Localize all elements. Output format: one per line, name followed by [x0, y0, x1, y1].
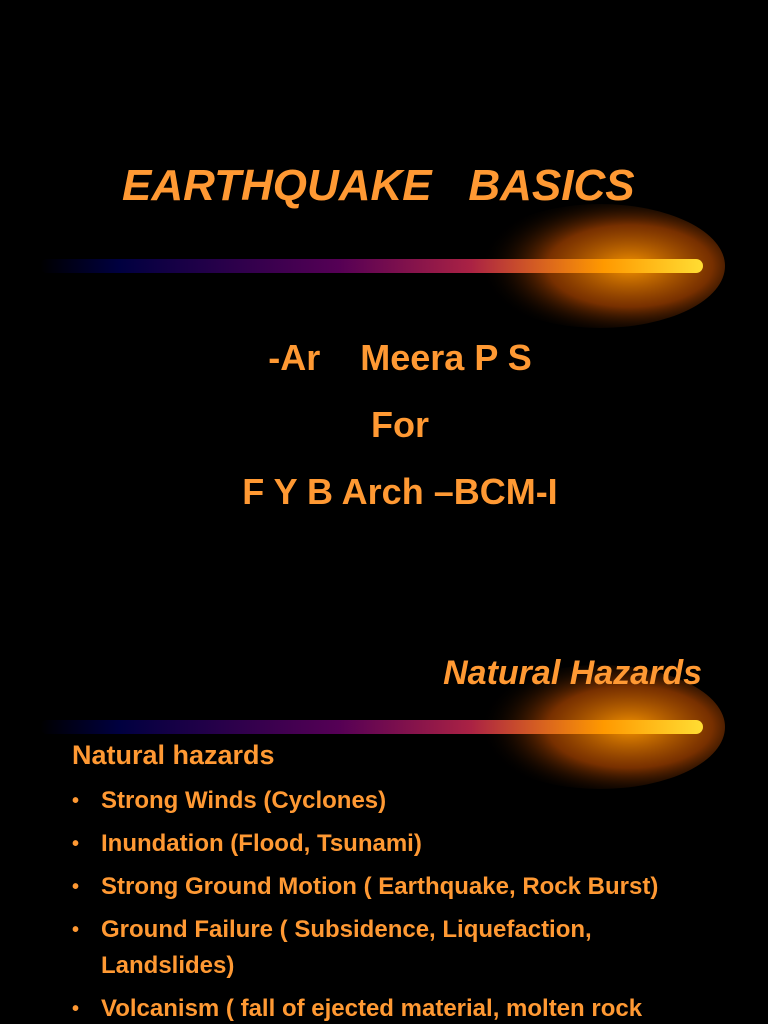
comet-bar	[40, 720, 703, 734]
slide-2	[0, 575, 768, 1024]
bullet-icon: •	[72, 919, 80, 941]
list-item-text: Inundation (Flood, Tsunami)	[101, 830, 422, 857]
list-item	[72, 826, 692, 862]
course-line: F Y B Arch –BCM-I	[242, 471, 558, 512]
list-item	[72, 991, 692, 1024]
bullet-icon: •	[72, 876, 80, 898]
comet-bar	[40, 259, 703, 273]
list-item-text: Strong Winds (Cyclones)	[101, 787, 387, 814]
slide-title: Natural Hazards	[443, 654, 702, 692]
author-line: -Ar Meera P S	[268, 337, 532, 378]
list-item-text: Ground Failure ( Subsidence, Liquefaction, Landslides)	[101, 916, 592, 979]
bullet-icon: •	[72, 998, 80, 1020]
slide-title: EARTHQUAKE BASICS	[122, 161, 635, 210]
list-item-text: Strong Ground Motion ( Earthquake, Rock Burst)	[101, 873, 659, 900]
hazard-list	[72, 783, 692, 1024]
slide-subheading: Natural hazards	[72, 740, 275, 770]
list-item-text: Volcanism ( fall of ejected material, molten rock	[101, 995, 643, 1022]
bullet-icon: •	[72, 790, 80, 812]
author-block	[0, 324, 768, 525]
list-item	[72, 912, 692, 984]
audience-for-line: For	[371, 404, 429, 445]
list-item	[72, 783, 692, 819]
bullet-icon: •	[72, 833, 80, 855]
list-item	[72, 869, 692, 905]
